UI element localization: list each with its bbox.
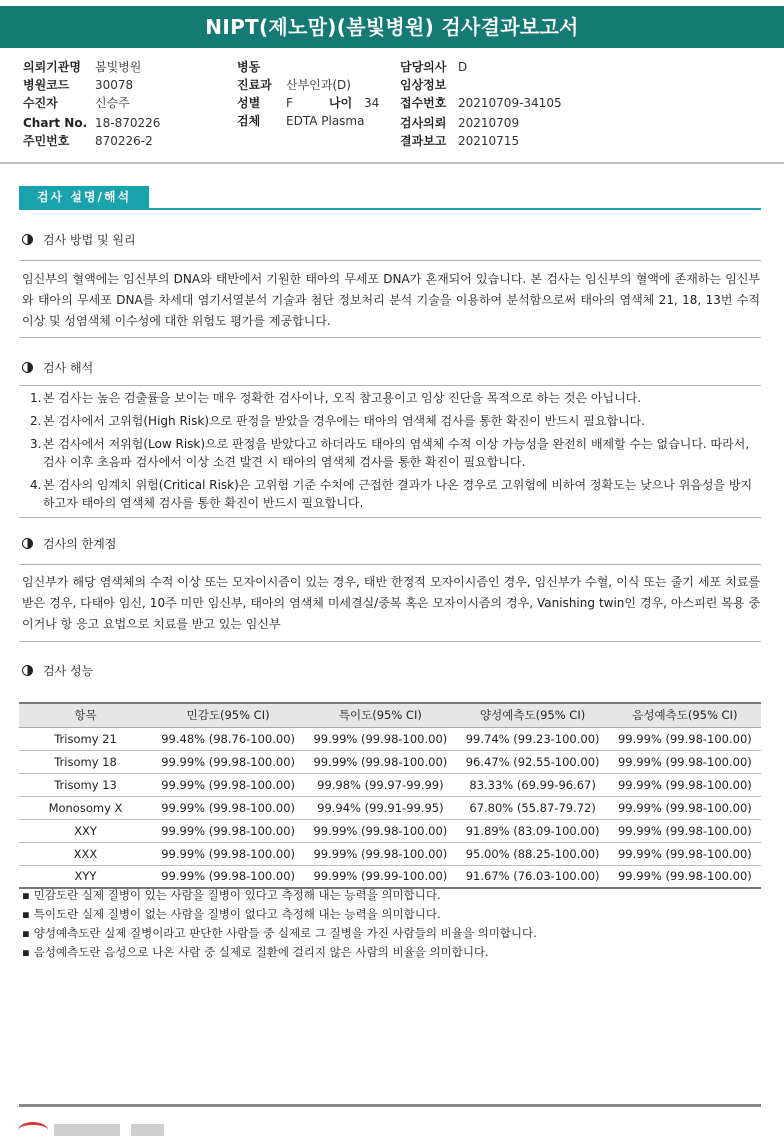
- note-item: ▪ 양성예측도란 실제 질병이라고 판단한 사람들 중 실제로 그 질병을 가진 사람들의 비율을 의미합니다.: [22, 924, 762, 943]
- ward-row: [237, 58, 286, 76]
- limitations-heading: [22, 535, 116, 553]
- age-value: 34: [364, 96, 380, 110]
- report-date-row: [400, 132, 519, 150]
- hospital-code-value: 30078: [95, 78, 134, 92]
- resident-no-value: 870226-2: [95, 134, 153, 148]
- header-divider: [0, 162, 784, 164]
- company-logo-icon: [18, 1122, 48, 1138]
- performance-table: [19, 702, 761, 889]
- note-item: ▪ 민감도란 실제 질병이 있는 사람을 질병이 있다고 측정해 내는 능력을 의미합니다.: [22, 886, 762, 905]
- resident-no-label: 주민번호: [23, 134, 70, 148]
- ward-label: 병동: [237, 60, 261, 74]
- half-circle-icon: [22, 665, 33, 676]
- list-item: 1. 본 검사는 높은 검출률을 보이는 매우 정확한 검사이나, 오직 참고용이고 임상 진단을 목적으로 하는 것은 아닙니다.: [30, 391, 642, 405]
- limitations-heading-text: 검사의 한계점: [43, 537, 117, 551]
- report-date-label: 결과보고: [400, 134, 447, 148]
- table-row: Trisomy 13 99.99% (99.98-100.00) 99.98% (99.97-99.99) 83.33% (69.99-96.67) 99.99% (99.98-100.00): [19, 773, 761, 796]
- note-item: ▪ 특이도란 실제 질병이 없는 사람을 질병이 없다고 측정해 내는 능력을 의미합니다.: [22, 905, 762, 924]
- recipient-row: [23, 94, 130, 112]
- request-date-row: [400, 114, 519, 132]
- performance-notes: [22, 886, 762, 962]
- footer-divider: [19, 1104, 761, 1107]
- column-header: 양성예측도(95% CI): [457, 703, 609, 727]
- table-row: XXY 99.99% (99.98-100.00) 99.99% (99.98-100.00) 91.89% (83.09-100.00) 99.99% (99.98-100.00): [19, 819, 761, 842]
- table-header-row: [19, 703, 761, 727]
- method-divider: [19, 260, 761, 261]
- method-heading: [22, 231, 136, 249]
- column-header: 민감도(95% CI): [152, 703, 304, 727]
- table-row: Monosomy X 99.99% (99.98-100.00) 99.94% (99.91-99.95) 67.80% (55.87-79.72) 99.99% (99.98-100.00): [19, 796, 761, 819]
- specimen-label: 검체: [237, 114, 261, 128]
- table-row: XXX 99.99% (99.98-100.00) 99.99% (99.98-100.00) 95.00% (88.25-100.00) 99.99% (99.98-100.00): [19, 842, 761, 865]
- institution-row: [23, 58, 141, 76]
- receipt-no-row: [400, 94, 562, 112]
- column-header: 음성예측도(95% CI): [609, 703, 761, 727]
- sex-row: [237, 94, 379, 112]
- limitations-divider: [19, 564, 761, 565]
- report-date-value: 20210715: [458, 134, 520, 148]
- limitations-bottom-divider: [19, 641, 761, 642]
- column-header: 항목: [19, 703, 152, 727]
- column-header: 특이도(95% CI): [304, 703, 456, 727]
- doctor-row: [400, 58, 467, 76]
- chart-no-value: 18-870226: [95, 116, 161, 130]
- chart-no-label: Chart No.: [23, 116, 88, 130]
- clinical-info-label: 임상정보: [400, 78, 447, 92]
- patient-info: [0, 58, 784, 150]
- half-circle-icon: [22, 362, 33, 373]
- receipt-no-value: 20210709-34105: [458, 96, 562, 110]
- section-underline: [19, 208, 761, 210]
- hospital-code-label: 병원코드: [23, 78, 70, 92]
- list-item: 4. 본 검사의 임계치 위험(Critical Risk)은 고위험 기준 수치에 근접한 결과가 나온 경우로 고위험에 비하여 정확도는 낮으나 위음성을 방지하고자 태아의 염색체 검사를 통한 확진이 반드시 필요합니다.: [30, 478, 753, 510]
- interpretation-list: [30, 389, 758, 517]
- recipient-value: 신승주: [95, 96, 130, 110]
- limitations-paragraph: 임신부가 해당 염색체의 수적 이상 또는 모자이시즘이 있는 경우, 태반 한정적 모자이시즘인 경우, 임신부가 수혈, 이식 또는 줄기 세포 치료를 받은 경우, 다태아 임신, 10주 미만 임신부, 태아의 염색체 미세결실/중복 혹은 모자이시즘의 경우, Vanishing twin인 경우, 아스피린 복용 중이거나 항 응고 요법으로 치료를 받고 있는 임신부: [22, 575, 760, 631]
- sex-value: F: [286, 96, 293, 110]
- interpretation-divider: [19, 385, 761, 386]
- institution-label: 의뢰기관명: [23, 60, 81, 74]
- department-label: 진료과: [237, 78, 272, 92]
- age-label: 나이: [329, 96, 353, 110]
- sex-label: 성별: [237, 96, 261, 110]
- table-row: Trisomy 18 99.99% (99.98-100.00) 99.99% (99.98-100.00) 96.47% (92.55-100.00) 99.99% (99.98-100.00): [19, 750, 761, 773]
- table-row: Trisomy 21 99.48% (98.76-100.00) 99.99% (99.98-100.00) 99.74% (99.23-100.00) 99.99% (99.98-100.00): [19, 727, 761, 750]
- request-date-label: 검사의뢰: [400, 116, 447, 130]
- performance-heading-text: 검사 성능: [43, 664, 94, 678]
- method-bottom-divider: [19, 337, 761, 338]
- doctor-value: D: [458, 60, 468, 74]
- request-date-value: 20210709: [458, 116, 520, 130]
- method-paragraph: 임신부의 혈액에는 임신부의 DNA와 태반에서 기원한 태아의 무세포 DNA가 혼재되어 있습니다. 본 검사는 임신부의 혈액에 존재하는 임신부와 태아의 무세포 DNA를 차세대 염기서열분석 기술과 첨단 정보처리 분석 기술을 이용하여 분석함으로써 태아의 염색체 21, 18, 13번 수적 이상 및 성염색체 이수성에 대한 위험도 평가를 제공합니다.: [22, 272, 760, 328]
- performance-heading: [22, 662, 93, 680]
- department-row: [237, 76, 351, 94]
- chart-no-row: [23, 114, 160, 132]
- company-logo-text: [54, 1124, 164, 1136]
- receipt-no-label: 접수번호: [400, 96, 447, 110]
- list-item: 2. 본 검사에서 고위험(High Risk)으로 판정을 받았을 경우에는 태아의 염색체 검사를 통한 확진이 반드시 필요합니다.: [30, 414, 646, 428]
- interpretation-bottom-divider: [19, 517, 761, 518]
- interpretation-heading-text: 검사 해석: [43, 361, 94, 375]
- clinical-info-row: [400, 76, 458, 94]
- table-row: XYY 99.99% (99.98-100.00) 99.99% (99.99-100.00) 91.67% (76.03-100.00) 99.99% (99.98-100.00): [19, 865, 761, 888]
- method-heading-text: 검사 방법 및 원리: [43, 233, 136, 247]
- report-title: NIPT(제노맘)(봄빛병원) 검사결과보고서: [0, 6, 784, 48]
- half-circle-icon: [22, 538, 33, 549]
- hospital-code-row: [23, 76, 133, 94]
- note-item: ▪ 음성예측도란 음성으로 나온 사람 중 실제로 질환에 걸리지 않은 사람의 비율을 의미합니다.: [22, 943, 762, 962]
- institution-value: 봄빛병원: [95, 60, 142, 74]
- doctor-label: 담당의사: [400, 60, 447, 74]
- section-tab-description: 검사 설명/해석: [19, 186, 149, 209]
- resident-no-row: [23, 132, 153, 150]
- half-circle-icon: [22, 234, 33, 245]
- list-item: 3. 본 검사에서 저위험(Low Risk)으로 판정을 받았다고 하더라도 태아의 염색체 수적 이상 가능성을 완전히 배제할 수는 없습니다. 따라서, 검사 이후 초음파 검사에서 이상 소견 발견 시 태아의 염색체 검사를 통한 확진이 필요합니다.: [30, 437, 750, 469]
- department-value: 산부인과(D): [286, 78, 351, 92]
- specimen-value: EDTA Plasma: [286, 114, 365, 128]
- recipient-label: 수진자: [23, 96, 58, 110]
- specimen-row: [237, 112, 364, 130]
- interpretation-heading: [22, 359, 93, 377]
